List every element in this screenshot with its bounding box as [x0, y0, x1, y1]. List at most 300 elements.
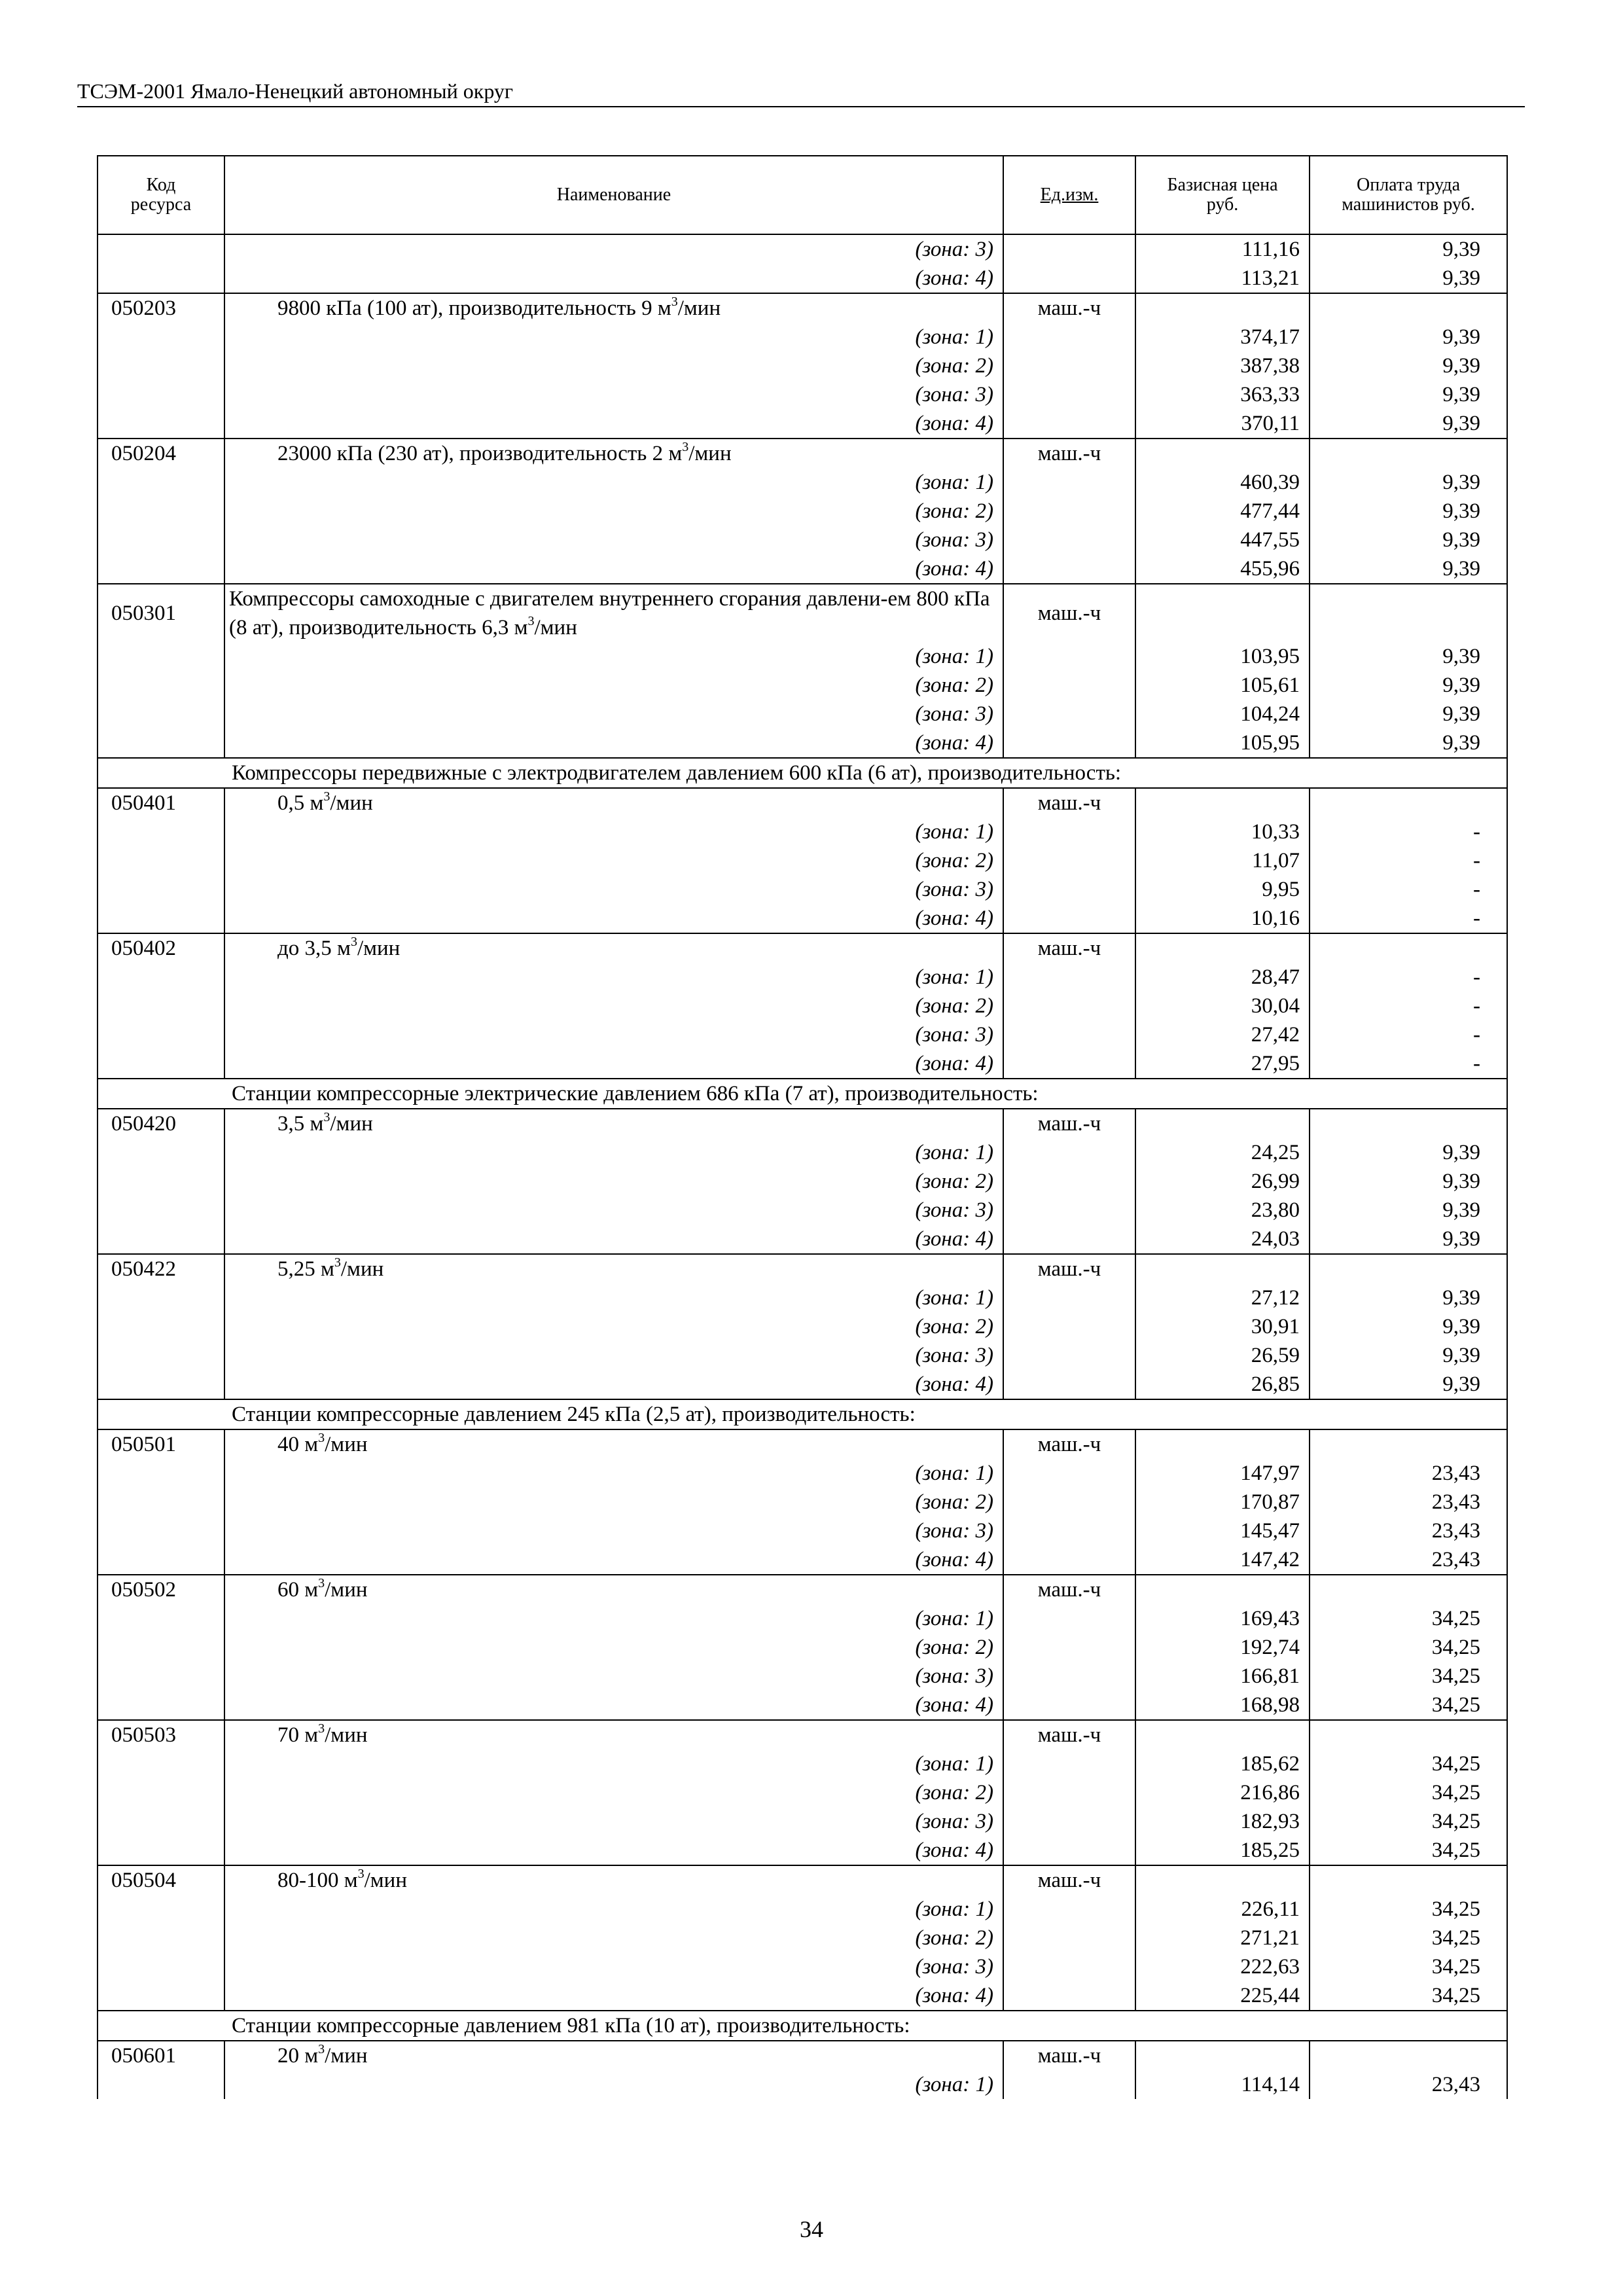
pay-cell: 9,39 — [1310, 264, 1507, 293]
table-row — [98, 1952, 1507, 1981]
resource-row — [98, 2041, 1507, 2070]
resource-code: 050504 — [98, 1865, 224, 1895]
code-cell — [98, 351, 224, 380]
unit-cell — [1003, 728, 1135, 758]
code-cell — [98, 1604, 224, 1633]
price-cell: 271,21 — [1135, 1924, 1310, 1952]
table-row — [98, 468, 1507, 497]
resource-row — [98, 933, 1507, 963]
price-cell: 26,85 — [1135, 1370, 1310, 1399]
section-row — [98, 1079, 1507, 1109]
resource-unit: маш.-ч — [1003, 584, 1135, 642]
resource-row — [98, 584, 1507, 642]
pay-cell: 9,39 — [1310, 728, 1507, 758]
zone-cell: (зона: 1) — [224, 1459, 1003, 1488]
price-cell: 28,47 — [1135, 963, 1310, 992]
code-cell — [98, 671, 224, 700]
zone-cell: (зона: 4) — [224, 409, 1003, 439]
resource-unit: маш.-ч — [1003, 1865, 1135, 1895]
code-cell — [98, 1225, 224, 1254]
pay-cell: 9,39 — [1310, 1341, 1507, 1370]
pay-cell: 23,43 — [1310, 1545, 1507, 1575]
unit-cell — [1003, 1312, 1135, 1341]
resource-code: 050420 — [98, 1109, 224, 1138]
price-cell: 387,38 — [1135, 351, 1310, 380]
resource-row — [98, 1429, 1507, 1459]
resource-code: 050204 — [98, 439, 224, 468]
table-row — [98, 380, 1507, 409]
resource-row — [98, 293, 1507, 323]
pay-cell — [1310, 1575, 1507, 1604]
pay-cell: 9,39 — [1310, 1312, 1507, 1341]
table-row — [98, 963, 1507, 992]
code-cell — [98, 963, 224, 992]
pay-cell: - — [1310, 875, 1507, 904]
price-cell — [1135, 788, 1310, 817]
price-cell: 192,74 — [1135, 1633, 1310, 1662]
price-cell: 26,99 — [1135, 1167, 1310, 1196]
table-row — [98, 1981, 1507, 2011]
pay-cell: 9,39 — [1310, 468, 1507, 497]
pay-cell: 9,39 — [1310, 234, 1507, 264]
table-row — [98, 351, 1507, 380]
code-cell — [98, 1138, 224, 1167]
table-row — [98, 992, 1507, 1020]
table-row — [98, 1167, 1507, 1196]
price-cell: 104,24 — [1135, 700, 1310, 728]
code-cell — [98, 1488, 224, 1516]
pay-cell: - — [1310, 963, 1507, 992]
pay-cell: 34,25 — [1310, 1633, 1507, 1662]
resource-name-text: 0,5 м — [277, 791, 324, 815]
pay-cell: 9,39 — [1310, 497, 1507, 526]
unit-cell — [1003, 380, 1135, 409]
pay-cell: 9,39 — [1310, 554, 1507, 584]
code-cell — [98, 234, 224, 264]
pay-cell — [1310, 1429, 1507, 1459]
zone-cell: (зона: 1) — [224, 2070, 1003, 2099]
column-header-name: Наименование — [224, 156, 1003, 234]
zone-cell: (зона: 3) — [224, 1196, 1003, 1225]
pay-cell: 34,25 — [1310, 1662, 1507, 1691]
resource-name-text: 3,5 м — [277, 1112, 324, 1136]
pay-cell — [1310, 1109, 1507, 1138]
pay-cell: 9,39 — [1310, 1138, 1507, 1167]
resource-name — [224, 1254, 1003, 1283]
table-row — [98, 1341, 1507, 1370]
table-row — [98, 1459, 1507, 1488]
price-cell: 185,25 — [1135, 1836, 1310, 1865]
resource-name-unit: /мин — [330, 1112, 373, 1136]
resource-name-text: 40 м — [277, 1433, 319, 1456]
pay-cell: - — [1310, 846, 1507, 875]
table-row — [98, 1778, 1507, 1807]
unit-cell — [1003, 264, 1135, 293]
price-cell: 370,11 — [1135, 409, 1310, 439]
zone-cell: (зона: 4) — [224, 264, 1003, 293]
zone-cell: (зона: 4) — [224, 1981, 1003, 2011]
unit-cell — [1003, 992, 1135, 1020]
resource-name-unit: /мин — [325, 1578, 368, 1602]
price-cell: 24,25 — [1135, 1138, 1310, 1167]
zone-cell: (зона: 4) — [224, 904, 1003, 933]
resource-name-unit: /мин — [357, 937, 401, 960]
resource-code: 050301 — [98, 584, 224, 642]
code-cell — [98, 468, 224, 497]
pay-cell: 34,25 — [1310, 1778, 1507, 1807]
resource-name-text: 5,25 м — [277, 1257, 334, 1281]
zone-cell: (зона: 2) — [224, 1924, 1003, 1952]
zone-cell: (зона: 1) — [224, 1283, 1003, 1312]
pay-cell — [1310, 439, 1507, 468]
cubic-superscript: 3 — [682, 440, 689, 454]
resource-name-unit: /мин — [330, 791, 373, 815]
unit-cell — [1003, 1633, 1135, 1662]
price-cell: 145,47 — [1135, 1516, 1310, 1545]
zone-cell: (зона: 4) — [224, 1691, 1003, 1720]
code-cell — [98, 323, 224, 351]
code-cell — [98, 846, 224, 875]
price-cell: 226,11 — [1135, 1895, 1310, 1924]
price-cell: 30,91 — [1135, 1312, 1310, 1341]
pay-cell — [1310, 2041, 1507, 2070]
section-title: Компрессоры передвижные с электродвигателем давлением 600 кПа (6 ат), производительность: — [98, 758, 1507, 788]
resource-name — [224, 1720, 1003, 1749]
code-cell — [98, 1516, 224, 1545]
pay-cell — [1310, 1254, 1507, 1283]
zone-cell: (зона: 3) — [224, 380, 1003, 409]
pay-cell: 23,43 — [1310, 1488, 1507, 1516]
cubic-superscript: 3 — [671, 295, 678, 309]
page-number: 34 — [800, 2216, 823, 2242]
resource-unit: маш.-ч — [1003, 1429, 1135, 1459]
price-cell: 147,42 — [1135, 1545, 1310, 1575]
table-row — [98, 1836, 1507, 1865]
table-row — [98, 2070, 1507, 2099]
price-cell: 10,16 — [1135, 904, 1310, 933]
cubic-superscript: 3 — [334, 1255, 341, 1270]
table-row — [98, 526, 1507, 554]
price-cell: 225,44 — [1135, 1981, 1310, 2011]
unit-cell — [1003, 1341, 1135, 1370]
cubic-superscript: 3 — [318, 1431, 325, 1445]
zone-cell: (зона: 3) — [224, 1516, 1003, 1545]
table-header-row — [98, 156, 1507, 234]
unit-cell — [1003, 497, 1135, 526]
code-cell — [98, 1807, 224, 1836]
table-row — [98, 1604, 1507, 1633]
price-cell: 447,55 — [1135, 526, 1310, 554]
cubic-superscript: 3 — [318, 2042, 325, 2056]
resource-unit: маш.-ч — [1003, 1575, 1135, 1604]
page-header — [77, 77, 1525, 107]
price-cell — [1135, 1575, 1310, 1604]
table-row — [98, 642, 1507, 671]
unit-cell — [1003, 1138, 1135, 1167]
resource-code: 050422 — [98, 1254, 224, 1283]
unit-cell — [1003, 409, 1135, 439]
pay-cell: 34,25 — [1310, 1604, 1507, 1633]
price-cell: 185,62 — [1135, 1749, 1310, 1778]
table-row — [98, 1225, 1507, 1254]
unit-cell — [1003, 846, 1135, 875]
resource-name — [224, 439, 1003, 468]
code-cell — [98, 1952, 224, 1981]
resource-name — [224, 1865, 1003, 1895]
unit-cell — [1003, 1981, 1135, 2011]
resource-name-text: 60 м — [277, 1578, 319, 1602]
zone-cell: (зона: 1) — [224, 1604, 1003, 1633]
zone-cell: (зона: 1) — [224, 1749, 1003, 1778]
cubic-superscript: 3 — [318, 1576, 325, 1590]
code-cell — [98, 1836, 224, 1865]
resource-name-unit: /мин — [325, 1723, 368, 1747]
code-cell — [98, 1633, 224, 1662]
unit-cell — [1003, 1691, 1135, 1720]
resource-unit: маш.-ч — [1003, 1254, 1135, 1283]
pay-cell: 34,25 — [1310, 1691, 1507, 1720]
table-row — [98, 1312, 1507, 1341]
resource-code: 050502 — [98, 1575, 224, 1604]
price-cell: 460,39 — [1135, 468, 1310, 497]
unit-cell — [1003, 1049, 1135, 1079]
zone-cell: (зона: 3) — [224, 1807, 1003, 1836]
unit-cell — [1003, 671, 1135, 700]
zone-cell: (зона: 1) — [224, 642, 1003, 671]
resource-code: 050401 — [98, 788, 224, 817]
pay-cell: 9,39 — [1310, 642, 1507, 671]
price-cell — [1135, 2041, 1310, 2070]
price-cell: 27,95 — [1135, 1049, 1310, 1079]
unit-cell — [1003, 234, 1135, 264]
cubic-superscript: 3 — [527, 614, 535, 628]
unit-cell — [1003, 963, 1135, 992]
resource-row — [98, 788, 1507, 817]
price-cell: 147,97 — [1135, 1459, 1310, 1488]
pay-cell: 9,39 — [1310, 526, 1507, 554]
pay-cell: 34,25 — [1310, 1952, 1507, 1981]
pay-cell: 34,25 — [1310, 1749, 1507, 1778]
pay-cell: 23,43 — [1310, 2070, 1507, 2099]
table-row — [98, 671, 1507, 700]
unit-cell — [1003, 1516, 1135, 1545]
zone-cell: (зона: 3) — [224, 1020, 1003, 1049]
price-cell: 114,14 — [1135, 2070, 1310, 2099]
code-cell — [98, 1749, 224, 1778]
code-cell — [98, 1283, 224, 1312]
pay-cell: - — [1310, 1020, 1507, 1049]
resource-unit: маш.-ч — [1003, 788, 1135, 817]
zone-cell: (зона: 3) — [224, 700, 1003, 728]
resource-name — [224, 293, 1003, 323]
unit-cell — [1003, 1895, 1135, 1924]
table-row — [98, 1633, 1507, 1662]
table-row — [98, 1924, 1507, 1952]
code-cell — [98, 728, 224, 758]
price-cell: 27,12 — [1135, 1283, 1310, 1312]
table-row — [98, 1196, 1507, 1225]
price-cell: 103,95 — [1135, 642, 1310, 671]
code-cell — [98, 1167, 224, 1196]
table-row — [98, 904, 1507, 933]
resource-code: 050501 — [98, 1429, 224, 1459]
pay-cell: 9,39 — [1310, 1225, 1507, 1254]
resource-name — [224, 788, 1003, 817]
resource-name — [224, 584, 1003, 642]
resource-name-unit: /мин — [534, 616, 577, 639]
price-cell: 169,43 — [1135, 1604, 1310, 1633]
price-cell — [1135, 293, 1310, 323]
code-cell — [98, 1924, 224, 1952]
zone-cell: (зона: 2) — [224, 1312, 1003, 1341]
zone-cell: (зона: 3) — [224, 1341, 1003, 1370]
pay-cell: 34,25 — [1310, 1836, 1507, 1865]
price-table — [97, 155, 1508, 2099]
zone-cell: (зона: 2) — [224, 671, 1003, 700]
unit-cell — [1003, 1488, 1135, 1516]
unit-cell — [1003, 1545, 1135, 1575]
resource-name — [224, 1429, 1003, 1459]
resource-code: 050203 — [98, 293, 224, 323]
resource-name-text: до 3,5 м — [277, 937, 351, 960]
pay-cell: 23,43 — [1310, 1459, 1507, 1488]
code-cell — [98, 1895, 224, 1924]
column-header-price: Базисная цена руб. — [1135, 156, 1310, 234]
resource-row — [98, 1865, 1507, 1895]
zone-cell: (зона: 4) — [224, 1225, 1003, 1254]
unit-cell — [1003, 468, 1135, 497]
code-cell — [98, 1545, 224, 1575]
unit-cell — [1003, 1778, 1135, 1807]
price-cell: 26,59 — [1135, 1341, 1310, 1370]
resource-name-text: 70 м — [277, 1723, 319, 1747]
pay-cell — [1310, 1865, 1507, 1895]
unit-cell — [1003, 1662, 1135, 1691]
resource-unit: маш.-ч — [1003, 1109, 1135, 1138]
code-cell — [98, 1691, 224, 1720]
zone-cell: (зона: 4) — [224, 554, 1003, 584]
code-cell — [98, 1049, 224, 1079]
table-row — [98, 1807, 1507, 1836]
cubic-superscript: 3 — [323, 789, 330, 804]
zone-cell: (зона: 3) — [224, 526, 1003, 554]
price-cell: 27,42 — [1135, 1020, 1310, 1049]
code-cell — [98, 1370, 224, 1399]
price-cell: 9,95 — [1135, 875, 1310, 904]
column-header-code: Код ресурса — [98, 156, 224, 234]
pay-cell: 9,39 — [1310, 1196, 1507, 1225]
cubic-superscript: 3 — [357, 1867, 365, 1881]
zone-cell: (зона: 4) — [224, 1836, 1003, 1865]
code-cell — [98, 1778, 224, 1807]
price-cell: 363,33 — [1135, 380, 1310, 409]
table-row — [98, 875, 1507, 904]
zone-cell: (зона: 1) — [224, 1895, 1003, 1924]
unit-cell — [1003, 1836, 1135, 1865]
pay-cell: 9,39 — [1310, 380, 1507, 409]
price-cell: 23,80 — [1135, 1196, 1310, 1225]
pay-cell: - — [1310, 1049, 1507, 1079]
pay-cell: 9,39 — [1310, 351, 1507, 380]
pay-cell — [1310, 1720, 1507, 1749]
price-cell — [1135, 1429, 1310, 1459]
zone-cell: (зона: 2) — [224, 992, 1003, 1020]
resource-row — [98, 1720, 1507, 1749]
code-cell — [98, 1459, 224, 1488]
table-row — [98, 817, 1507, 846]
zone-cell: (зона: 2) — [224, 1633, 1003, 1662]
code-cell — [98, 1312, 224, 1341]
unit-cell — [1003, 875, 1135, 904]
resource-code: 050503 — [98, 1720, 224, 1749]
section-row — [98, 2011, 1507, 2041]
table-row — [98, 700, 1507, 728]
code-cell — [98, 380, 224, 409]
resource-name-text: Компрессоры самоходные с двигателем внутреннего сгорания давлени-ем 800 кПа (8 ат), производительность 6,3 м — [229, 587, 990, 639]
unit-cell — [1003, 323, 1135, 351]
code-cell — [98, 409, 224, 439]
table-row — [98, 264, 1507, 293]
price-cell — [1135, 1109, 1310, 1138]
resource-name — [224, 933, 1003, 963]
zone-cell: (зона: 1) — [224, 963, 1003, 992]
unit-cell — [1003, 1604, 1135, 1633]
resource-unit: маш.-ч — [1003, 933, 1135, 963]
resource-name-unit: /мин — [325, 1433, 368, 1456]
price-cell — [1135, 933, 1310, 963]
price-cell: 170,87 — [1135, 1488, 1310, 1516]
resource-name-unit: /мин — [325, 2044, 368, 2068]
section-title: Станции компрессорные электрические давлением 686 кПа (7 ат), производительность: — [98, 1079, 1507, 1109]
code-cell — [98, 700, 224, 728]
code-cell — [98, 2070, 224, 2099]
zone-cell: (зона: 1) — [224, 323, 1003, 351]
resource-name-text: 20 м — [277, 2044, 319, 2068]
resource-unit: маш.-ч — [1003, 439, 1135, 468]
price-cell: 105,95 — [1135, 728, 1310, 758]
resource-name-text: 80-100 м — [277, 1869, 358, 1892]
zone-cell: (зона: 2) — [224, 497, 1003, 526]
price-cell: 216,86 — [1135, 1778, 1310, 1807]
price-cell — [1135, 1720, 1310, 1749]
unit-cell — [1003, 1459, 1135, 1488]
table-row — [98, 1662, 1507, 1691]
code-cell — [98, 992, 224, 1020]
resource-row — [98, 1109, 1507, 1138]
column-header-unit — [1003, 156, 1135, 234]
zone-cell: (зона: 2) — [224, 1488, 1003, 1516]
pay-cell — [1310, 933, 1507, 963]
cubic-superscript: 3 — [323, 1110, 330, 1124]
resource-row — [98, 439, 1507, 468]
price-cell — [1135, 1254, 1310, 1283]
table-row — [98, 1545, 1507, 1575]
resource-unit: маш.-ч — [1003, 1720, 1135, 1749]
unit-cell — [1003, 1196, 1135, 1225]
column-header-pay: Оплата труда машинистов руб. — [1310, 156, 1507, 234]
table-row — [98, 1895, 1507, 1924]
resource-name-text: 23000 кПа (230 ат), производительность 2 м — [277, 442, 683, 465]
unit-cell — [1003, 1749, 1135, 1778]
table-row — [98, 497, 1507, 526]
table-row — [98, 1370, 1507, 1399]
price-cell — [1135, 1865, 1310, 1895]
zone-cell: (зона: 4) — [224, 1049, 1003, 1079]
pay-cell: 9,39 — [1310, 1167, 1507, 1196]
pay-cell: 34,25 — [1310, 1807, 1507, 1836]
unit-cell — [1003, 904, 1135, 933]
unit-cell — [1003, 1225, 1135, 1254]
